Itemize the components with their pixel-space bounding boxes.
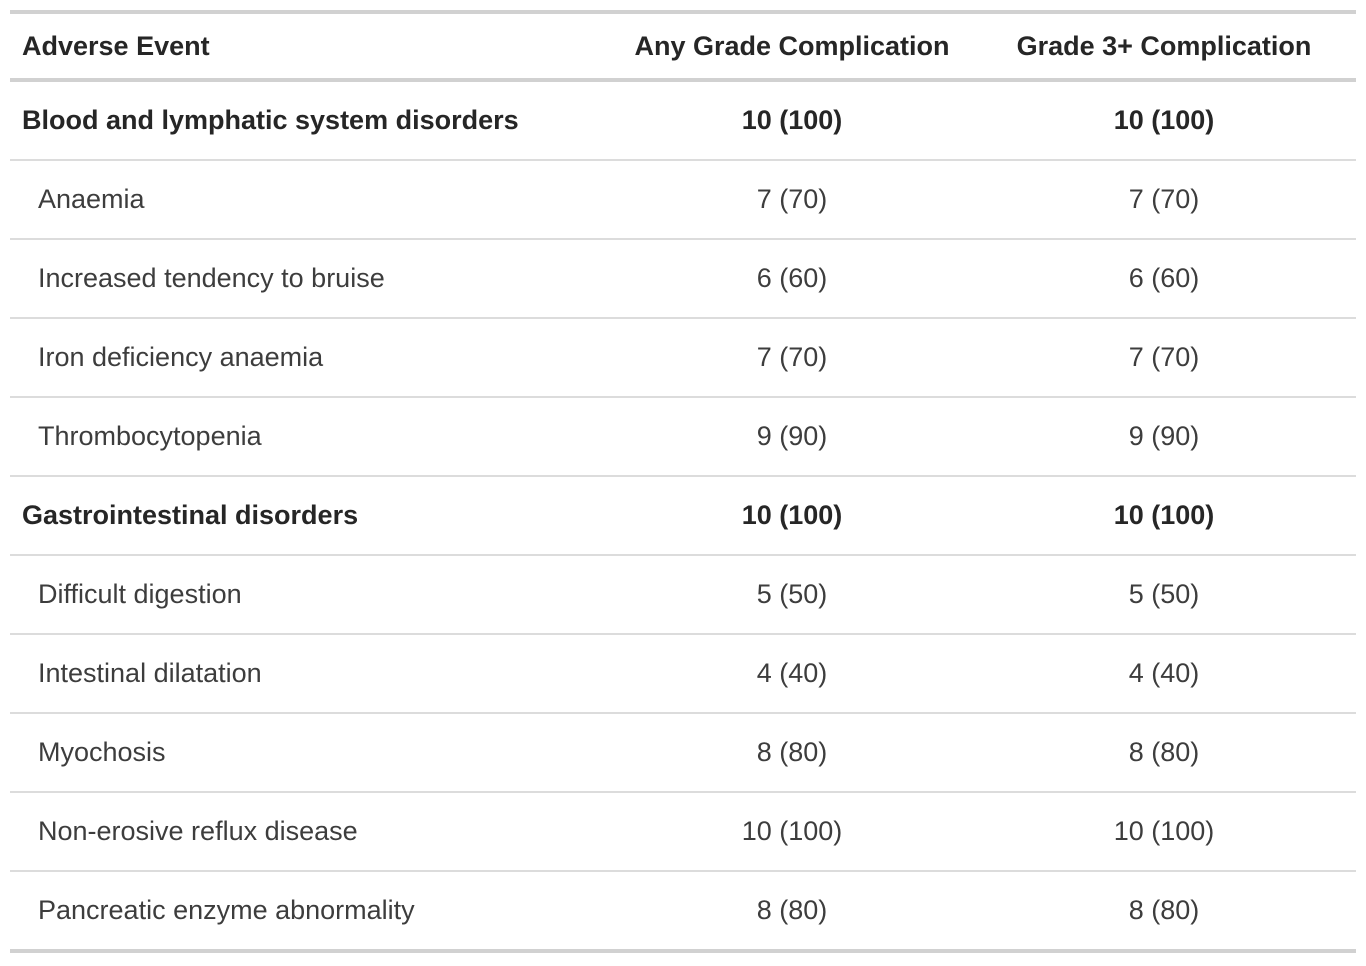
header-row xyxy=(10,12,1356,80)
grade3plus-value: 8 (80) xyxy=(972,713,1356,792)
table-row xyxy=(10,160,1356,239)
grade3plus-value: 7 (70) xyxy=(972,318,1356,397)
adverse-event-label: Anaemia xyxy=(10,160,612,239)
adverse-event-label: Difficult digestion xyxy=(10,555,612,634)
any-grade-value: 8 (80) xyxy=(612,871,972,951)
any-grade-value: 5 (50) xyxy=(612,555,972,634)
grade3plus-value: 10 (100) xyxy=(972,792,1356,871)
table-row xyxy=(10,792,1356,871)
table-row xyxy=(10,634,1356,713)
table-row xyxy=(10,318,1356,397)
grade3plus-value: 10 (100) xyxy=(972,476,1356,555)
table-row xyxy=(10,397,1356,476)
table-row xyxy=(10,555,1356,634)
any-grade-value: 8 (80) xyxy=(612,713,972,792)
adverse-event-label: Intestinal dilatation xyxy=(10,634,612,713)
grade3plus-value: 6 (60) xyxy=(972,239,1356,318)
adverse-events-table-grid xyxy=(10,10,1356,953)
adverse-event-label: Iron deficiency anaemia xyxy=(10,318,612,397)
any-grade-value: 10 (100) xyxy=(612,792,972,871)
any-grade-value: 10 (100) xyxy=(612,80,972,160)
table-row xyxy=(10,713,1356,792)
any-grade-value: 7 (70) xyxy=(612,318,972,397)
any-grade-value: 10 (100) xyxy=(612,476,972,555)
table-row xyxy=(10,239,1356,318)
column-header-adverse-event: Adverse Event xyxy=(10,12,612,80)
grade3plus-value: 4 (40) xyxy=(972,634,1356,713)
grade3plus-value: 10 (100) xyxy=(972,80,1356,160)
any-grade-value: 7 (70) xyxy=(612,160,972,239)
table-row xyxy=(10,476,1356,555)
any-grade-value: 9 (90) xyxy=(612,397,972,476)
table-row xyxy=(10,80,1356,160)
adverse-event-label: Blood and lymphatic system disorders xyxy=(10,80,612,160)
adverse-event-label: Increased tendency to bruise xyxy=(10,239,612,318)
adverse-event-label: Gastrointestinal disorders xyxy=(10,476,612,555)
table-row xyxy=(10,871,1356,951)
grade3plus-value: 9 (90) xyxy=(972,397,1356,476)
adverse-event-label: Thrombocytopenia xyxy=(10,397,612,476)
any-grade-value: 4 (40) xyxy=(612,634,972,713)
column-header-grade-3plus-complication: Grade 3+ Complication xyxy=(972,12,1356,80)
adverse-event-label: Pancreatic enzyme abnormality xyxy=(10,871,612,951)
grade3plus-value: 7 (70) xyxy=(972,160,1356,239)
adverse-event-label: Non-erosive reflux disease xyxy=(10,792,612,871)
column-header-any-grade-complication: Any Grade Complication xyxy=(612,12,972,80)
adverse-event-label: Myochosis xyxy=(10,713,612,792)
any-grade-value: 6 (60) xyxy=(612,239,972,318)
grade3plus-value: 8 (80) xyxy=(972,871,1356,951)
grade3plus-value: 5 (50) xyxy=(972,555,1356,634)
